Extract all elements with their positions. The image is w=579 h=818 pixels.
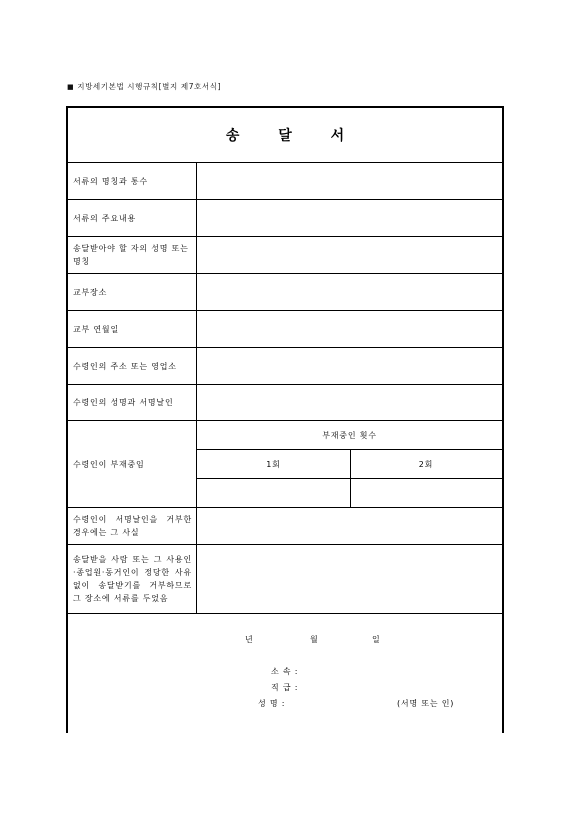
absence-count-table	[197, 421, 502, 507]
footer-rank-label: 직 급 :	[271, 683, 299, 692]
form-title-row	[68, 108, 502, 163]
field-absence-1[interactable]	[197, 479, 350, 508]
label-receiver-absent: 수령인이 부재중임	[68, 421, 197, 507]
label-recipient-name: 송달받아야 할 자의 성명 또는 명칭	[68, 237, 197, 273]
row-receiver-absent	[68, 421, 502, 508]
field-document-content[interactable]	[197, 200, 502, 236]
form-title: 송 달 서	[225, 128, 362, 144]
footer-month-label: 월	[310, 635, 319, 644]
field-receiver-signature[interactable]	[197, 385, 502, 420]
row-recipient-name	[68, 237, 502, 274]
row-delivery-date	[68, 311, 502, 348]
field-signature-refused[interactable]	[197, 508, 502, 544]
footer-affiliation-label: 소 속 :	[271, 667, 299, 676]
delivery-report-form	[66, 106, 504, 733]
label-receiver-address: 수령인의 주소 또는 영업소	[68, 348, 197, 384]
row-document-name-count	[68, 163, 502, 200]
absence-col-1-header: 1회	[197, 450, 350, 479]
field-delivery-place[interactable]	[197, 274, 502, 310]
row-receiver-address	[68, 348, 502, 385]
row-document-content	[68, 200, 502, 237]
footer-signature-note: (서명 또는 인)	[397, 699, 455, 708]
form-reference-text: 지방세기본법 시행규칙[별지 제7호서식]	[77, 82, 222, 91]
label-delivery-date: 교부 연월일	[68, 311, 197, 347]
label-receiver-signature: 수령인의 성명과 서명날인	[68, 385, 197, 420]
label-delivery-place: 교부장소	[68, 274, 197, 310]
label-document-name-count: 서류의 명칭과 통수	[68, 163, 197, 199]
row-receiver-signature	[68, 385, 502, 421]
absence-col-2-header: 2회	[350, 450, 502, 479]
field-recipient-name[interactable]	[197, 237, 502, 273]
label-documents-left: 송달받을 사람 또는 그 사용인·종업원·동거인이 정당한 사유없이 송달받기를 거부하므로 그 장소에 서류를 두었음	[68, 545, 197, 613]
label-signature-refused: 수령인이 서명날인을 거부한 경우에는 그 사실	[68, 508, 197, 544]
row-signature-refused	[68, 508, 502, 545]
bullet-icon: ■	[67, 83, 75, 91]
field-documents-left[interactable]	[197, 545, 502, 613]
field-document-name-count[interactable]	[197, 163, 502, 199]
field-delivery-date[interactable]	[197, 311, 502, 347]
row-documents-left	[68, 545, 502, 614]
absence-count-header: 부재중인 횟수	[197, 421, 502, 450]
form-reference-note	[67, 81, 221, 92]
row-delivery-place	[68, 274, 502, 311]
footer-year-label: 년	[245, 635, 254, 644]
field-receiver-address[interactable]	[197, 348, 502, 384]
footer-day-label: 일	[372, 635, 381, 644]
field-absence-2[interactable]	[351, 479, 502, 508]
footer-name-label: 성 명 :	[258, 699, 286, 708]
label-document-content: 서류의 주요내용	[68, 200, 197, 236]
